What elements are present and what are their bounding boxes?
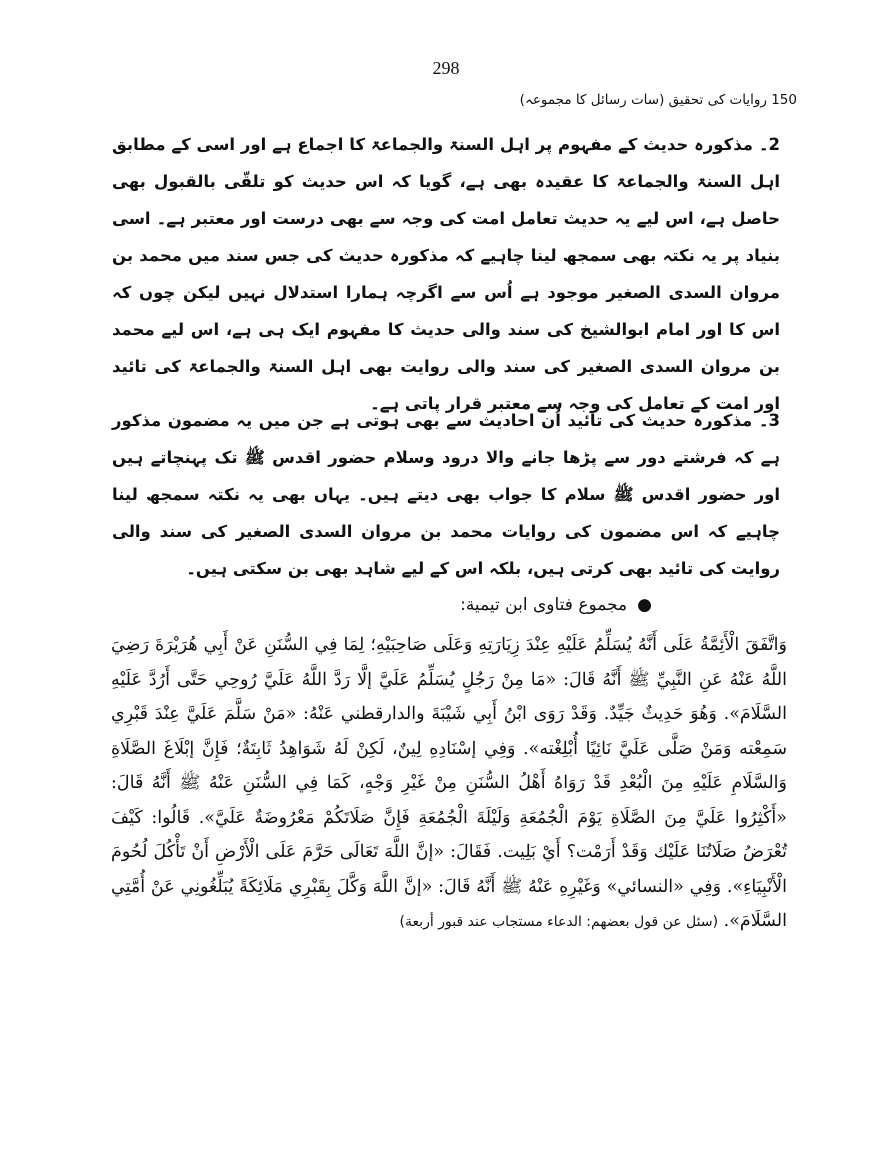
book-title: 150 روایات کی تحقیق (سات رسائل کا مجموعہ): [519, 92, 797, 108]
paragraph-2: 2۔ مذکورہ حدیث کے مفہوم پر اہل السنۃ والجماعۃ کا اجماع ہے اور اسی کے مطابق اہل السنۃ والجماعۃ کا عقیدہ بھی ہے، گویا کہ اس حدیث کو تلقّی بالقبول بھی حاصل ہے، اس لیے یہ حدیث تعامل امت کی وجہ سے بھی درست اور معتبر ہے۔ اسی بنیاد پر یہ نکتہ بھی سمجھ لینا چاہیے کہ مذکورہ حدیث کی جس سند میں محمد بن مروان السدی الصغیر موجود ہے اُس سے اگرچہ ہمارا استدلال نہیں لیکن چوں کہ اس کا اور امام ابوالشیخ کی سند والی حدیث کا مفہوم ایک ہی ہے، اس لیے محمد بن مروان السدی الصغیر کی سند والی روایت بھی اہل السنۃ والجماعۃ کی تائید اور امت کے تعامل کی وجہ سے معتبر قرار پاتی ہے۔: [112, 135, 780, 413]
paragraph-3: 3۔ مذکورہ حدیث کی تائید اُن احادیث سے بھی ہوتی ہے جن میں یہ مضمون مذکور ہے کہ فرشتے دور سے پڑھا جانے والا درود وسلام حضور اقدس ﷺ تک پہنچاتے ہیں اور حضور اقدس ﷺ سلام کا جواب بھی دیتے ہیں۔ یہاں بھی یہ نکتہ سمجھ لینا چاہیے کہ اس مضمون کی روایات محمد بن مروان السدی الصغیر کی سند والی روایت کی تائید بھی کرتی ہیں، بلکہ اس کے لیے شاہد بھی بن سکتی ہیں۔: [112, 411, 780, 578]
page-number: 298: [432, 58, 460, 78]
bullet-heading: [460, 595, 652, 615]
arabic-quote-text: وَاتَّفَقَ الْأَئِمَّةُ عَلَى أَنَّهُ يُسَلِّمُ عَلَيْهِ عِنْدَ زِيَارَتِهِ وَعَلَى صَاحِبَيْهِ؛ لِمَا فِي السُّنَنِ عَنْ أَبِي هُرَيْرَةَ رَضِيَ اللَّهُ عَنْهُ عَنِ النَّبِيِّ ﷺ أَنَّهُ قَالَ: «مَا مِنْ رَجُلٍ يُسَلِّمُ عَلَيَّ إلَّا رَدَّ اللَّهُ عَلَيَّ رُوحِي حَتَّى أَرُدَّ عَلَيْهِ السَّلَامَ». وَهُوَ حَدِيثٌ جَيِّدٌ. وَقَدْ رَوَى ابْنُ أَبِي شَيْبَةَ والدارقطني عَنْهُ: «مَنْ سَلَّمَ عَلَيَّ عِنْدَ قَبْرِي سَمِعْته وَمَنْ صَلَّى عَلَيَّ نَائِيًا أُبْلِغْته». وَفِي إسْنَادِهِ لِينٌ، لَكِنْ لَهُ شَوَاهِدُ ثَابِتَةٌ؛ فَإِنَّ إبْلَاغَ الصَّلَاةِ وَالسَّلَامِ عَلَيْهِ مِنَ الْبُعْدِ قَدْ رَوَاهُ أَهْلُ السُّنَنِ مِنْ غَيْرِ وَجْهٍ، كَمَا فِي السُّنَنِ عَنْهُ ﷺ أَنَّهُ قَالَ: «أَكْثِرُوا عَلَيَّ مِنَ الصَّلَاةِ يَوْمَ الْجُمُعَةِ وَلَيْلَةَ الْجُمُعَةِ فَإِنَّ صَلَاتَكُمْ مَعْرُوضَةٌ عَلَيَّ». قَالُوا: كَيْفَ تُعْرَضُ صَلَاتُنَا عَلَيْك وَقَدْ أَرَمْت؟ أَيْ بَلِيت. فَقَالَ: «إنَّ اللَّهَ تَعَالَى حَرَّمَ عَلَى الْأَرْضِ أَنْ تَأْكُلَ لُحُومَ الْأَنْبِيَاءِ». وَفِي «النسائي» وَغَيْرِهِ عَنْهُ ﷺ أَنَّهُ قَالَ: «إنَّ اللَّهَ وَكَّلَ بِقَبْرِي مَلَائِكَةً يُبَلِّغُونِي عَنْ أُمَّتِي السَّلَامَ».: [111, 635, 787, 931]
citation: (سئل عن قول بعضهم: الدعاء مستجاب عند قبور أربعة): [399, 914, 719, 930]
arabic-quote: [111, 628, 787, 940]
bullet-heading-text: مجموع فتاوى ابن تيمية:: [460, 595, 628, 615]
bullet-icon: ●: [637, 595, 652, 615]
